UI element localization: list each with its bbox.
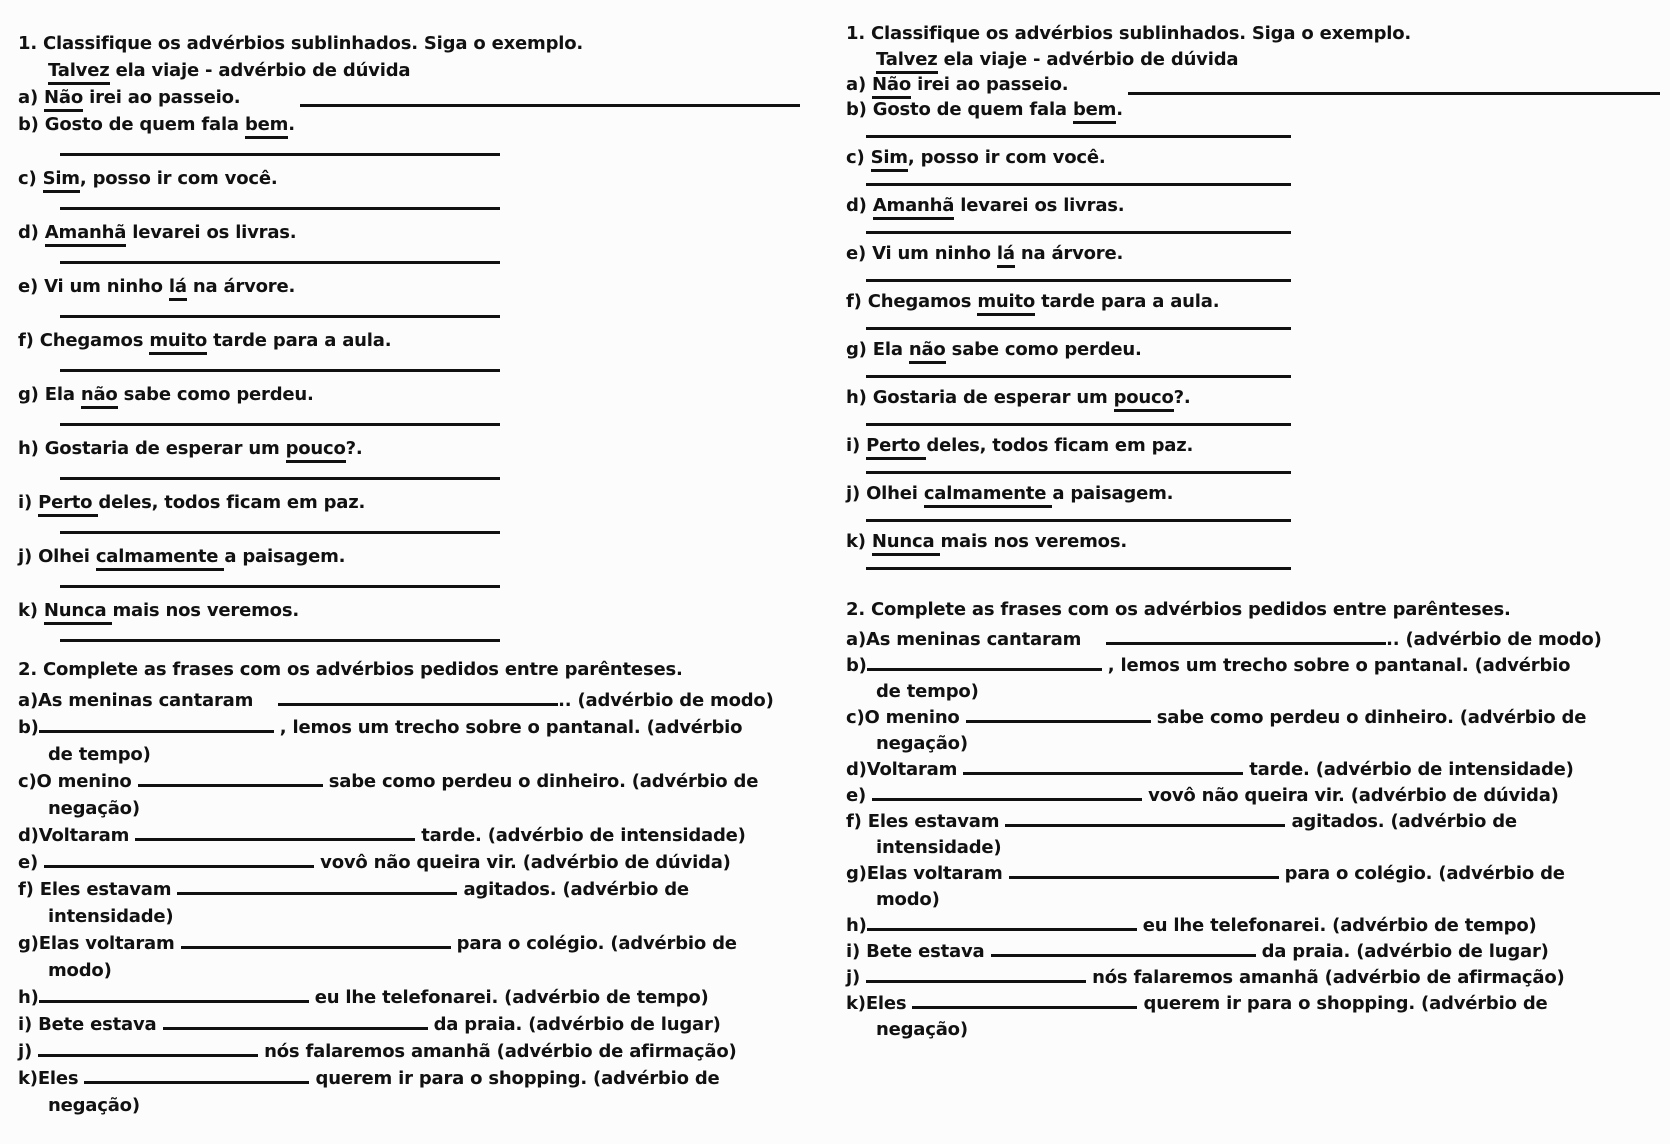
sentence-text: Ela bbox=[44, 384, 81, 405]
spacer bbox=[1081, 644, 1106, 645]
ex2-item-a bbox=[846, 627, 1660, 653]
underlined-word: Talvez bbox=[48, 60, 110, 85]
underlined-word: Amanhã bbox=[873, 195, 954, 220]
item-label: e) bbox=[18, 276, 45, 297]
sentence-text: agitados. (advérbio de bbox=[457, 879, 689, 900]
sentence-text: , posso ir com você. bbox=[907, 147, 1106, 168]
item-label: a) bbox=[18, 87, 45, 108]
answer-line bbox=[60, 585, 500, 588]
underlined-word: Não bbox=[872, 74, 911, 99]
underlined-word: pouco bbox=[286, 438, 346, 463]
ex2-item-k bbox=[18, 1065, 800, 1119]
sentence-text: sabe como perdeu o dinheiro. (advérbio de bbox=[322, 771, 759, 792]
sentence-text: modo) bbox=[876, 889, 940, 910]
answer-line bbox=[866, 135, 1291, 138]
fill-in-blank-line bbox=[1106, 638, 1386, 645]
sentence-text: para o colégio. (advérbio de bbox=[450, 933, 737, 954]
answer-line bbox=[866, 327, 1291, 330]
fill-in-blank-line bbox=[44, 861, 314, 868]
item-label: d) bbox=[846, 195, 873, 216]
sentence-text: , lemos um trecho sobre o pantanal. (advérbio bbox=[273, 717, 743, 738]
item-label: b) bbox=[846, 99, 873, 120]
underlined-word: não bbox=[81, 384, 118, 409]
underlined-word: Nunca bbox=[44, 600, 113, 625]
sentence-text: Gosto de quem fala bbox=[44, 114, 245, 135]
fill-in-blank-line bbox=[1009, 872, 1279, 879]
answer-line bbox=[60, 315, 500, 318]
fill-in-blank-line bbox=[181, 942, 451, 949]
fill-in-blank-line bbox=[39, 996, 309, 1003]
sentence-text: Olhei bbox=[866, 483, 924, 504]
sentence-text: negação) bbox=[48, 798, 140, 819]
item-label: c) bbox=[846, 147, 871, 168]
item-sentence bbox=[18, 84, 240, 111]
exercise2-title: 2. Complete as frases com os advérbios pedidos entre parênteses. bbox=[18, 659, 683, 680]
sentence-text: ?. bbox=[345, 438, 363, 459]
sentence-text: para o colégio. (advérbio de bbox=[1278, 863, 1565, 884]
item-label: k) bbox=[846, 993, 866, 1014]
fill-in-blank-line bbox=[966, 716, 1151, 723]
answer-line bbox=[866, 519, 1291, 522]
sentence-text: negação) bbox=[48, 1095, 140, 1116]
ex2-item-c bbox=[846, 705, 1660, 757]
sentence-text: sabe como perdeu. bbox=[117, 384, 314, 405]
sentence-text: Gostaria de esperar um bbox=[44, 438, 286, 459]
sentence-text: deles, todos ficam em paz. bbox=[926, 435, 1194, 456]
item-label: e) bbox=[846, 243, 873, 264]
item-label: g) bbox=[846, 863, 867, 884]
sentence-text: Chegamos bbox=[867, 291, 978, 312]
ex1-item-b bbox=[846, 97, 1660, 122]
item-label: d) bbox=[846, 759, 867, 780]
sentence-text: As meninas cantaram bbox=[865, 629, 1082, 650]
sentence-text: modo) bbox=[48, 960, 112, 981]
answer-line bbox=[866, 567, 1291, 570]
ex1-item-k bbox=[846, 529, 1660, 554]
sentence-text: mais nos veremos. bbox=[940, 531, 1127, 552]
sentence-text: O menino bbox=[864, 707, 966, 728]
exercise1-title: 1. Classifique os advérbios sublinhados. Siga o exemplo. bbox=[846, 23, 1412, 44]
answer-line bbox=[60, 639, 500, 642]
sentence-text: intensidade) bbox=[876, 837, 1002, 858]
ex2-item-g bbox=[846, 861, 1660, 913]
underlined-word: Perto bbox=[866, 435, 926, 460]
sentence-text: Eles estavam bbox=[39, 879, 178, 900]
answer-line bbox=[866, 279, 1291, 282]
answer-line bbox=[866, 423, 1291, 426]
sentence-text: a paisagem. bbox=[1052, 483, 1174, 504]
ex1-item-j bbox=[18, 543, 800, 570]
ex2-item-j bbox=[846, 965, 1660, 991]
ex1-item-e bbox=[18, 273, 800, 300]
sentence-text: da praia. (advérbio de lugar) bbox=[427, 1014, 721, 1035]
sentence-text: Bete estava bbox=[38, 1014, 163, 1035]
sentence-text: Voltaram bbox=[38, 825, 136, 846]
exercise1-title: 1. Classifique os advérbios sublinhados. Siga o exemplo. bbox=[18, 33, 584, 54]
exercise2-title: 2. Complete as frases com os advérbios pedidos entre parênteses. bbox=[846, 599, 1511, 620]
ex1-item-j bbox=[846, 481, 1660, 506]
fill-in-blank-line bbox=[867, 924, 1137, 931]
sentence-text: Vi um ninho bbox=[872, 243, 997, 264]
ex1-item-g bbox=[846, 337, 1660, 362]
ex1-item-i bbox=[18, 489, 800, 516]
fill-in-blank-line bbox=[163, 1023, 428, 1030]
fill-in-blank-line bbox=[84, 1077, 309, 1084]
fill-in-blank-line bbox=[872, 794, 1142, 801]
sentence-text: eu lhe telefonarei. (advérbio de tempo) bbox=[1136, 915, 1537, 936]
fill-in-blank-line bbox=[991, 950, 1256, 957]
sentence-text: ?. bbox=[1173, 387, 1191, 408]
item-label: c) bbox=[18, 771, 37, 792]
answer-line bbox=[866, 471, 1291, 474]
item-label: k) bbox=[18, 600, 44, 621]
sentence-text: Elas voltaram bbox=[38, 933, 181, 954]
worksheet-column-right bbox=[846, 20, 1660, 1043]
sentence-text: querem ir para o shopping. (advérbio de bbox=[309, 1068, 720, 1089]
sentence-text: sabe como perdeu. bbox=[945, 339, 1142, 360]
item-label: h) bbox=[846, 387, 873, 408]
ex1-item-a bbox=[18, 84, 800, 111]
item-label: e) bbox=[18, 852, 45, 873]
sentence-text: Voltaram bbox=[866, 759, 964, 780]
sentence-text: Elas voltaram bbox=[866, 863, 1009, 884]
sentence-text: querem ir para o shopping. (advérbio de bbox=[1137, 993, 1548, 1014]
underlined-word: muito bbox=[149, 330, 207, 355]
ex1-item-i bbox=[846, 433, 1660, 458]
underlined-word: não bbox=[909, 339, 946, 364]
ex2-item-h bbox=[846, 913, 1660, 939]
ex2-item-c bbox=[18, 768, 800, 822]
fill-in-blank-line bbox=[1005, 820, 1285, 827]
item-label: a) bbox=[18, 690, 38, 711]
item-label: e) bbox=[846, 785, 873, 806]
sentence-text: Ela bbox=[872, 339, 909, 360]
sentence-text: Gosto de quem fala bbox=[872, 99, 1073, 120]
exercise1-example bbox=[48, 57, 800, 84]
item-label: h) bbox=[18, 438, 45, 459]
ex2-item-f bbox=[846, 809, 1660, 861]
sentence-text: tarde para a aula. bbox=[207, 330, 392, 351]
fill-in-blank-line bbox=[867, 664, 1102, 671]
ex1-item-f bbox=[846, 289, 1660, 314]
sentence-text: ela viaje - advérbio de dúvida bbox=[109, 60, 411, 81]
sentence-text: a paisagem. bbox=[224, 546, 346, 567]
sentence-text: intensidade) bbox=[48, 906, 174, 927]
sentence-text: negação) bbox=[876, 733, 968, 754]
item-label: b) bbox=[846, 655, 867, 676]
sentence-text: Bete estava bbox=[866, 941, 991, 962]
fill-in-blank-line bbox=[138, 780, 323, 787]
sentence-text: sabe como perdeu o dinheiro. (advérbio de bbox=[1150, 707, 1587, 728]
underlined-word: bem bbox=[1073, 99, 1116, 124]
sentence-text: irei ao passeio. bbox=[83, 87, 241, 108]
sentence-text: Eles estavam bbox=[867, 811, 1006, 832]
sentence-text: agitados. (advérbio de bbox=[1285, 811, 1517, 832]
ex2-item-d bbox=[18, 822, 800, 849]
sentence-text: levarei os livras. bbox=[126, 222, 297, 243]
item-label: i) bbox=[18, 492, 39, 513]
underlined-word: bem bbox=[245, 114, 288, 139]
item-label: h) bbox=[846, 915, 867, 936]
item-label: c) bbox=[846, 707, 865, 728]
sentence-text: .. (advérbio de modo) bbox=[558, 690, 774, 711]
sentence-text: na árvore. bbox=[1014, 243, 1124, 264]
sentence-text: de tempo) bbox=[48, 744, 151, 765]
item-label: j) bbox=[846, 967, 867, 988]
ex2-item-b bbox=[846, 653, 1660, 705]
answer-line bbox=[866, 231, 1291, 234]
sentence-text: tarde. (advérbio de intensidade) bbox=[1243, 759, 1574, 780]
answer-line bbox=[60, 369, 500, 372]
sentence-text: irei ao passeio. bbox=[911, 74, 1069, 95]
sentence-text: , lemos um trecho sobre o pantanal. (advérbio bbox=[1101, 655, 1571, 676]
exercise1-example bbox=[876, 47, 1660, 72]
ex1-item-c bbox=[846, 145, 1660, 170]
underlined-word: Nunca bbox=[872, 531, 941, 556]
ex1-item-d bbox=[18, 219, 800, 246]
sentence-text: , posso ir com você. bbox=[79, 168, 278, 189]
sentence-text: nós falaremos amanhã (advérbio de afirmação) bbox=[258, 1041, 737, 1062]
ex2-item-e bbox=[846, 783, 1660, 809]
sentence-text: O menino bbox=[36, 771, 138, 792]
underlined-word: Talvez bbox=[876, 49, 938, 74]
sentence-text: tarde. (advérbio de intensidade) bbox=[415, 825, 746, 846]
ex2-item-h bbox=[18, 984, 800, 1011]
item-label: h) bbox=[18, 987, 39, 1008]
underlined-word: lá bbox=[997, 243, 1015, 268]
answer-line bbox=[60, 153, 500, 156]
ex1-item-g bbox=[18, 381, 800, 408]
item-label: k) bbox=[846, 531, 872, 552]
item-label: j) bbox=[18, 1041, 39, 1062]
fill-in-blank-line bbox=[278, 699, 558, 706]
ex2-item-k bbox=[846, 991, 1660, 1043]
sentence-text: vovô não queira vir. (advérbio de dúvida) bbox=[1142, 785, 1559, 806]
item-label: a) bbox=[846, 629, 866, 650]
ex2-item-g bbox=[18, 930, 800, 984]
sentence-text: ela viaje - advérbio de dúvida bbox=[937, 49, 1239, 70]
item-label: i) bbox=[18, 1014, 39, 1035]
sentence-text: . bbox=[1116, 99, 1123, 120]
answer-line-inline bbox=[300, 84, 800, 107]
ex2-item-d bbox=[846, 757, 1660, 783]
ex1-item-f bbox=[18, 327, 800, 354]
item-label: f) bbox=[846, 291, 868, 312]
sentence-text: Chegamos bbox=[39, 330, 150, 351]
item-label: f) bbox=[18, 330, 40, 351]
sentence-text: Vi um ninho bbox=[44, 276, 169, 297]
underlined-word: calmamente bbox=[924, 483, 1053, 508]
sentence-text: tarde para a aula. bbox=[1035, 291, 1220, 312]
item-label: b) bbox=[18, 114, 45, 135]
sentence-text: na árvore. bbox=[186, 276, 296, 297]
item-label: i) bbox=[846, 941, 867, 962]
underlined-word: calmamente bbox=[96, 546, 225, 571]
answer-line bbox=[60, 423, 500, 426]
sentence-text: Eles bbox=[37, 1068, 85, 1089]
sentence-text: . bbox=[288, 114, 295, 135]
item-label: g) bbox=[18, 384, 45, 405]
item-label: k) bbox=[18, 1068, 38, 1089]
sentence-text: da praia. (advérbio de lugar) bbox=[1255, 941, 1549, 962]
answer-line bbox=[60, 261, 500, 264]
ex2-item-i bbox=[18, 1011, 800, 1038]
answer-line bbox=[60, 531, 500, 534]
underlined-word: Perto bbox=[38, 492, 98, 517]
underlined-word: lá bbox=[169, 276, 187, 301]
ex2-item-a bbox=[18, 687, 800, 714]
sentence-text: nós falaremos amanhã (advérbio de afirmação) bbox=[1086, 967, 1565, 988]
sentence-text: As meninas cantaram bbox=[37, 690, 254, 711]
ex1-item-a bbox=[846, 72, 1660, 97]
sentence-text: levarei os livras. bbox=[954, 195, 1125, 216]
ex1-item-k bbox=[18, 597, 800, 624]
fill-in-blank-line bbox=[135, 834, 415, 841]
underlined-word: pouco bbox=[1114, 387, 1174, 412]
item-label: c) bbox=[18, 168, 43, 189]
item-label: d) bbox=[18, 222, 45, 243]
ex2-item-f bbox=[18, 876, 800, 930]
sentence-text: negação) bbox=[876, 1019, 968, 1040]
sentence-text: mais nos veremos. bbox=[112, 600, 299, 621]
sentence-text: Olhei bbox=[38, 546, 96, 567]
fill-in-blank-line bbox=[38, 1050, 258, 1057]
fill-in-blank-line bbox=[866, 976, 1086, 983]
answer-line bbox=[866, 183, 1291, 186]
sentence-text: .. (advérbio de modo) bbox=[1386, 629, 1602, 650]
sentence-text: vovô não queira vir. (advérbio de dúvida) bbox=[314, 852, 731, 873]
item-label: g) bbox=[18, 933, 39, 954]
underlined-word: Não bbox=[44, 87, 83, 112]
ex2-item-i bbox=[846, 939, 1660, 965]
sentence-text: deles, todos ficam em paz. bbox=[98, 492, 366, 513]
ex1-item-h bbox=[846, 385, 1660, 410]
answer-line bbox=[60, 207, 500, 210]
ex1-item-b bbox=[18, 111, 800, 138]
ex1-item-h bbox=[18, 435, 800, 462]
ex2-item-j bbox=[18, 1038, 800, 1065]
item-label: a) bbox=[846, 74, 873, 95]
underlined-word: Amanhã bbox=[45, 222, 126, 247]
item-label: f) bbox=[846, 811, 868, 832]
answer-line bbox=[60, 477, 500, 480]
ex1-item-c bbox=[18, 165, 800, 192]
ex2-item-b bbox=[18, 714, 800, 768]
fill-in-blank-line bbox=[912, 1002, 1137, 1009]
item-label: j) bbox=[18, 546, 39, 567]
item-label: b) bbox=[18, 717, 39, 738]
item-label: g) bbox=[846, 339, 873, 360]
answer-line-inline bbox=[1128, 72, 1660, 95]
fill-in-blank-line bbox=[177, 888, 457, 895]
spacer bbox=[253, 705, 278, 706]
ex2-item-e bbox=[18, 849, 800, 876]
underlined-word: Sim bbox=[871, 147, 908, 172]
sentence-text: Gostaria de esperar um bbox=[872, 387, 1114, 408]
ex1-item-d bbox=[846, 193, 1660, 218]
answer-line bbox=[866, 375, 1291, 378]
sentence-text: eu lhe telefonarei. (advérbio de tempo) bbox=[308, 987, 709, 1008]
item-sentence bbox=[846, 72, 1068, 97]
fill-in-blank-line bbox=[39, 726, 274, 733]
ex1-item-e bbox=[846, 241, 1660, 266]
underlined-word: Sim bbox=[43, 168, 80, 193]
fill-in-blank-line bbox=[963, 768, 1243, 775]
sentence-text: de tempo) bbox=[876, 681, 979, 702]
item-label: i) bbox=[846, 435, 867, 456]
sentence-text: Eles bbox=[865, 993, 913, 1014]
item-label: d) bbox=[18, 825, 39, 846]
item-label: f) bbox=[18, 879, 40, 900]
underlined-word: muito bbox=[977, 291, 1035, 316]
worksheet-column-left bbox=[18, 30, 800, 1119]
item-label: j) bbox=[846, 483, 867, 504]
